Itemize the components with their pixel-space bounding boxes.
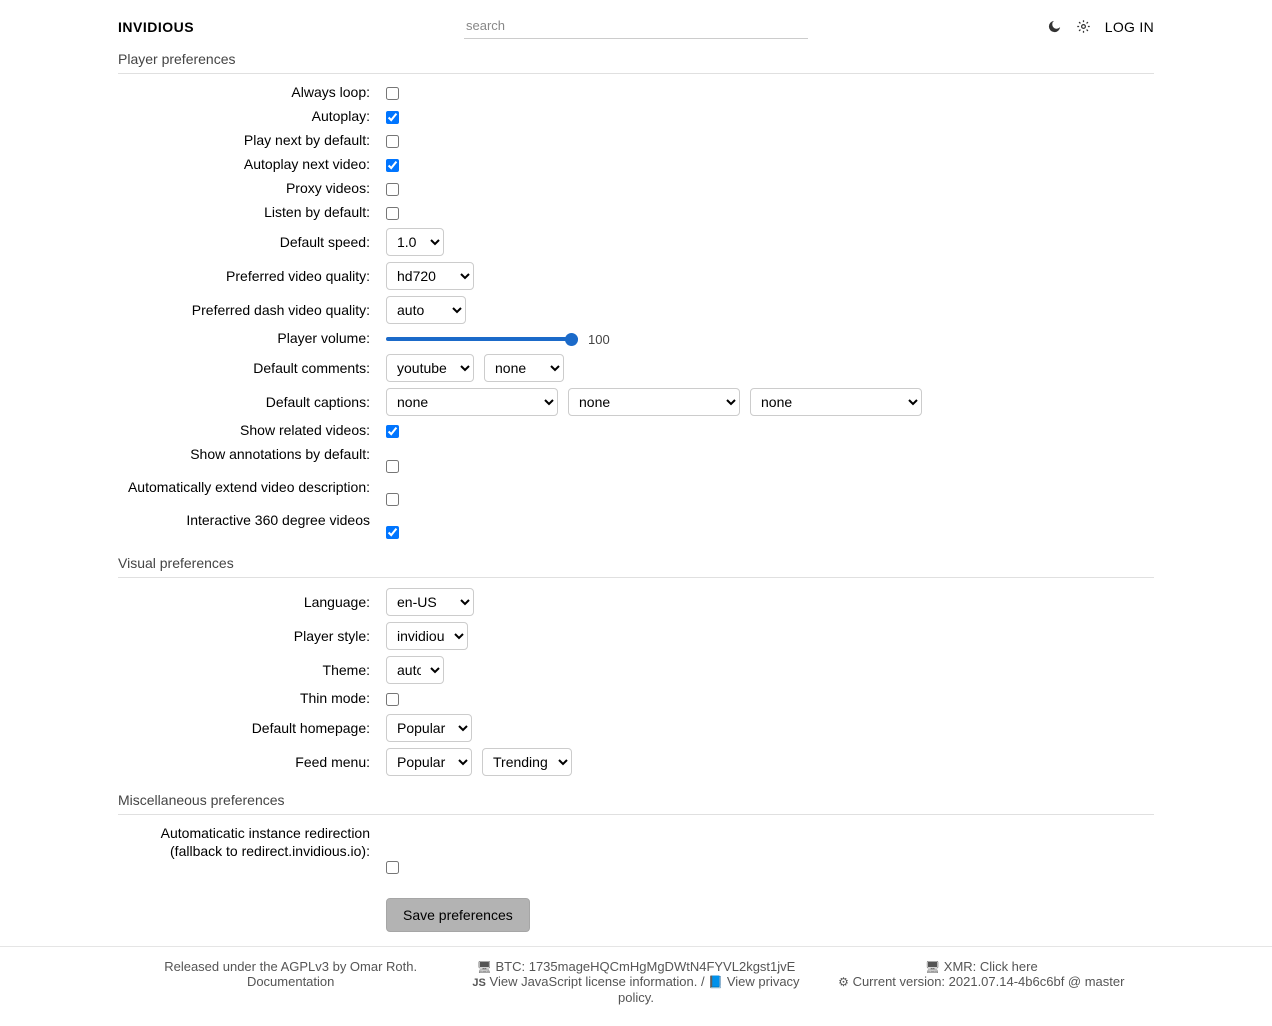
field-video-quality: [118, 262, 1154, 290]
label-default-comments: Default comments:: [253, 360, 370, 376]
checkbox-play-next[interactable]: [386, 135, 399, 148]
checkbox-autoplay[interactable]: [386, 111, 399, 124]
field-play-next: [118, 132, 1154, 150]
select-theme[interactable]: [386, 656, 444, 684]
label-video-quality: Preferred video quality:: [226, 268, 370, 284]
login-link[interactable]: LOG IN: [1104, 18, 1154, 35]
label-play-next: Play next by default:: [243, 132, 370, 148]
gear-icon[interactable]: [1076, 19, 1091, 34]
label-default-captions: Default captions:: [265, 394, 370, 410]
label-default-speed: Default speed:: [279, 234, 370, 250]
section-title-misc: Miscellaneous preferences: [118, 790, 1154, 815]
footer-btc-link[interactable]: BTC: 1735mageHQCmHgMgDWtN4FYVL2kgst1jvE: [495, 959, 796, 974]
book-icon: 📘: [708, 975, 724, 990]
section-title-visual: Visual preferences: [118, 553, 1154, 578]
label-feed-menu: Feed menu:: [295, 754, 370, 770]
footer-version-link[interactable]: Current version: 2021.07.14-4b6c6bf @ master: [852, 974, 1125, 990]
label-always-loop: Always loop:: [291, 84, 370, 100]
page-footer: [0, 946, 1272, 1026]
navbar-left: [0, 19, 340, 35]
label-language: Language:: [303, 594, 370, 610]
select-default-captions-3[interactable]: [750, 388, 922, 416]
preferences-page: [0, 49, 1272, 932]
checkbox-listen-default[interactable]: [386, 207, 399, 220]
moon-icon[interactable]: [1047, 19, 1062, 34]
field-default-comments: [118, 354, 1154, 382]
select-default-homepage[interactable]: [386, 714, 472, 742]
checkbox-related-videos[interactable]: [386, 425, 399, 438]
field-default-homepage: [118, 714, 1154, 742]
select-default-captions-2[interactable]: [568, 388, 740, 416]
field-autoplay: [118, 108, 1154, 126]
js-badge: JS: [472, 977, 486, 990]
select-default-comments-2[interactable]: [484, 354, 564, 382]
field-autoplay-next: [118, 156, 1154, 174]
field-always-loop: [118, 84, 1154, 102]
select-default-comments-1[interactable]: [386, 354, 474, 382]
server-icon: 🖥: [476, 960, 492, 974]
player-volume-value: 100: [588, 331, 610, 347]
checkbox-video-360[interactable]: [386, 526, 399, 539]
field-default-captions: [118, 388, 1154, 416]
footer-right: [809, 959, 1154, 1006]
select-language[interactable]: [386, 588, 474, 616]
field-thin-mode: [118, 690, 1154, 708]
field-related-videos: [118, 422, 1154, 440]
checkbox-always-loop[interactable]: [386, 87, 399, 100]
checkbox-extend-description[interactable]: [386, 493, 399, 506]
footer-license-text: Released under the AGPLv3 by Omar Roth.: [164, 959, 418, 974]
top-navbar: [0, 0, 1272, 49]
label-video-360: Interactive 360 degree videos: [186, 512, 370, 528]
preferences-form: [118, 49, 1154, 932]
label-theme: Theme:: [322, 662, 370, 678]
label-annotations: Show annotations by default:: [190, 446, 370, 462]
label-autoplay: Autoplay:: [311, 108, 370, 124]
label-autoplay-next: Autoplay next video:: [243, 156, 370, 172]
field-feed-menu: [118, 748, 1154, 776]
github-icon: ⚙: [838, 975, 849, 990]
server-icon-xmr: 🖥: [924, 960, 941, 974]
footer-documentation-link[interactable]: Documentation: [246, 974, 335, 990]
search-form: [464, 14, 808, 39]
label-related-videos: Show related videos:: [240, 422, 370, 438]
select-default-captions-1[interactable]: [386, 388, 558, 416]
brand-logo[interactable]: INVIDIOUS: [118, 18, 195, 35]
navbar-right: [932, 19, 1272, 35]
save-preferences-button[interactable]: Save preferences: [386, 898, 530, 932]
select-dash-quality[interactable]: [386, 296, 466, 324]
label-proxy-videos: Proxy videos:: [285, 180, 370, 196]
field-player-volume: [118, 330, 1154, 348]
search-input[interactable]: [464, 14, 808, 39]
field-dash-quality: [118, 296, 1154, 324]
field-theme: [118, 656, 1154, 684]
footer-separator: /: [701, 974, 705, 990]
select-player-style[interactable]: [386, 622, 468, 650]
field-auto-redirect: [118, 825, 1154, 874]
field-proxy-videos: [118, 180, 1154, 198]
field-language: [118, 588, 1154, 616]
label-extend-description: Automatically extend video description:: [127, 479, 370, 495]
checkbox-auto-redirect[interactable]: [386, 861, 399, 874]
field-listen-default: [118, 204, 1154, 222]
section-title-player: Player preferences: [118, 49, 1154, 74]
label-dash-quality: Preferred dash video quality:: [191, 302, 370, 318]
label-listen-default: Listen by default:: [264, 204, 370, 220]
label-thin-mode: Thin mode:: [299, 690, 370, 706]
footer-xmr-label: XMR:: [943, 959, 977, 974]
label-player-style: Player style:: [293, 628, 370, 644]
select-feed-menu-2[interactable]: [482, 748, 572, 776]
field-annotations: [118, 446, 1154, 473]
field-player-style: [118, 622, 1154, 650]
field-extend-description: [118, 479, 1154, 506]
footer-js-license-link[interactable]: View JavaScript license information.: [489, 974, 698, 990]
footer-xmr-link[interactable]: Click here: [979, 959, 1038, 974]
checkbox-thin-mode[interactable]: [386, 693, 399, 706]
footer-left: [118, 959, 463, 1006]
label-player-volume: Player volume:: [277, 330, 370, 346]
field-default-speed: [118, 228, 1154, 256]
footer-privacy-link[interactable]: View privacy policy.: [618, 974, 800, 1006]
select-video-quality[interactable]: [386, 262, 474, 290]
label-default-homepage: Default homepage:: [251, 720, 370, 736]
slider-player-volume[interactable]: [386, 331, 578, 347]
checkbox-annotations[interactable]: [386, 460, 399, 473]
select-feed-menu-1[interactable]: [386, 748, 472, 776]
save-row: [118, 898, 1154, 932]
navbar-center: [340, 14, 932, 39]
checkbox-autoplay-next[interactable]: [386, 159, 399, 172]
checkbox-proxy-videos[interactable]: [386, 183, 399, 196]
label-auto-redirect: Automaticatic instance redirection (fallback to redirect.invidious.io):: [160, 825, 370, 859]
select-default-speed[interactable]: [386, 228, 444, 256]
footer-center: [463, 959, 808, 1006]
field-video-360: [118, 512, 1154, 539]
